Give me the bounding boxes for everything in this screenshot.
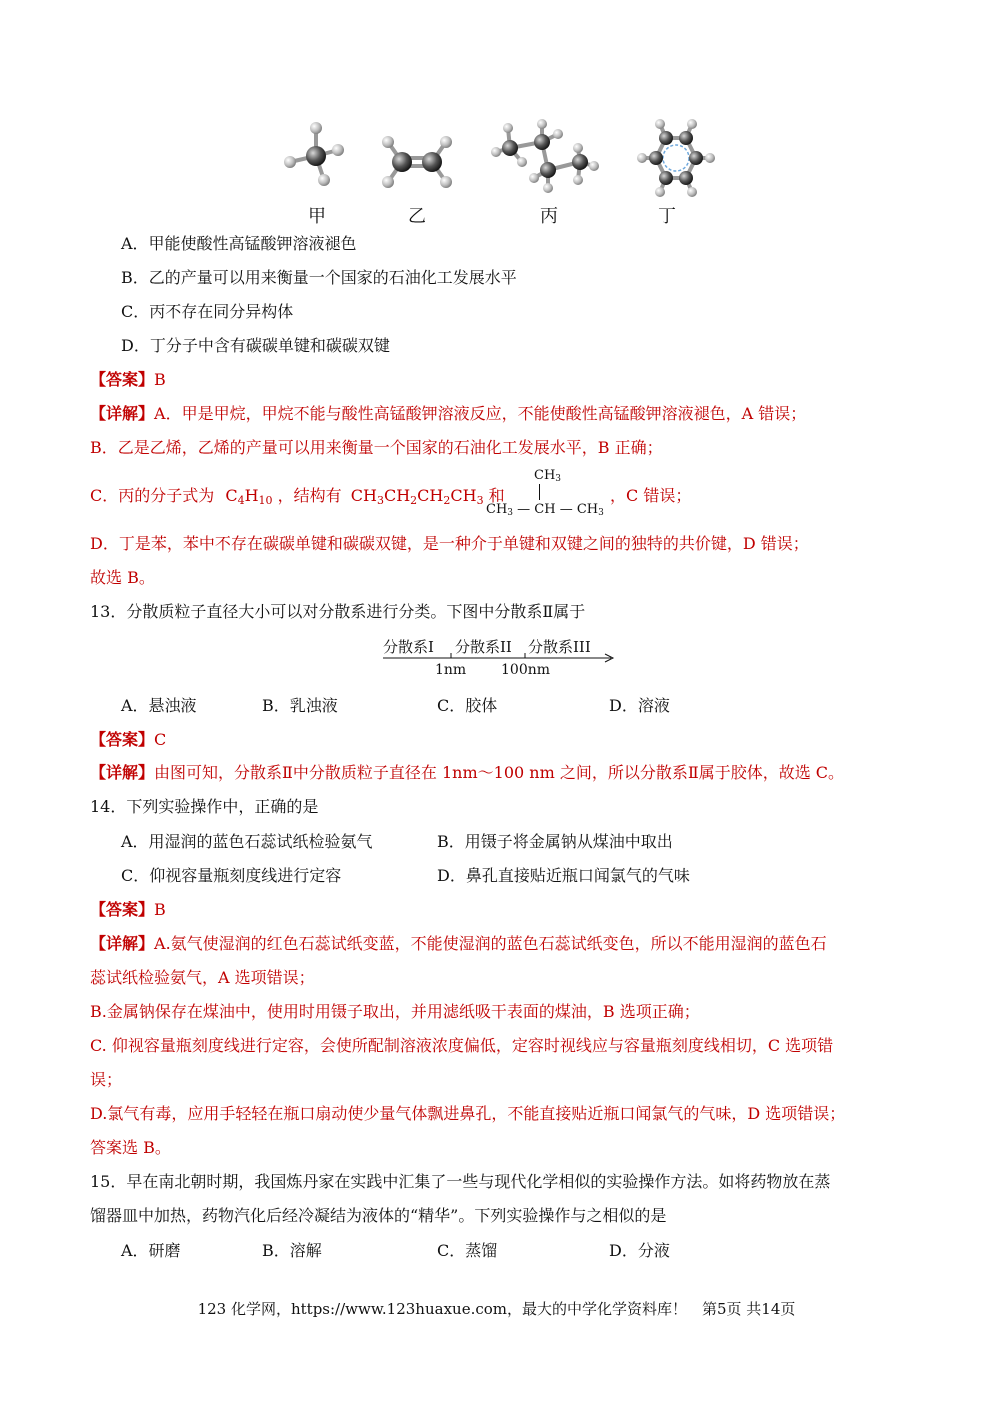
- diagram-sys3: 分散系III: [528, 638, 591, 656]
- q14-option-d: D．鼻孔直接贴近瓶口闻氯气的气味: [437, 866, 690, 885]
- q14-detail-1a: 【详解】A.氨气使湿润的红色石蕊试纸变蓝，不能使湿润的蓝色石蕊试纸变色，所以不能用湿润的蓝色石: [90, 934, 827, 953]
- q13-detail: 【详解】由图可知，分散系Ⅱ中分散质粒子直径在 1nm～100 nm 之间，所以分散系Ⅱ属于胶体，故选 C。: [90, 763, 845, 782]
- detail-3-mid: ，结构有: [277, 486, 342, 505]
- q14-option-b: B．用镊子将金属钠从煤油中取出: [437, 832, 673, 851]
- q14-option-a: A．用湿润的蓝色石蕊试纸检验氨气: [121, 832, 373, 851]
- q15-option-b: B．溶解: [262, 1241, 322, 1260]
- q14-conclusion: 答案选 B。: [90, 1138, 171, 1157]
- dispersion-diagram: [383, 634, 623, 682]
- q14-detail-4: D.氯气有毒，应用手轻轻在瓶口扇动使少量气体飘进鼻孔，不能直接贴近瓶口闻氯气的气味，D 选项错误；: [90, 1104, 846, 1123]
- q14-detail-3a: C. 仰视容量瓶刻度线进行定容，会使所配制溶液浓度偏低，定容时视线应与容量瓶刻度线相切，C 选项错: [90, 1036, 834, 1055]
- molecule-label-yi: 乙: [408, 206, 426, 227]
- molecule-label-ding: 丁: [658, 206, 676, 227]
- answer-value: B: [154, 370, 166, 389]
- molecule-label-bing: 丙: [540, 206, 558, 227]
- q12-conclusion: 故选 B。: [90, 568, 155, 587]
- page-footer: 123 化学网，https://www.123huaxue.com，最大的中学化学资料库！ 第5页 共14页: [197, 1300, 796, 1318]
- molecular-formula: $C_4H_{10}$: [225, 486, 273, 507]
- q15-option-c: C．蒸馏: [437, 1241, 498, 1260]
- chain-structure: $CH_3CH_2CH_2CH_3$: [350, 486, 484, 507]
- answer-tag: 【答案】: [90, 370, 155, 389]
- molecule-label-jia: 甲: [308, 206, 326, 227]
- q12-option-d: D．丁分子中含有碳碳单键和碳碳双键: [121, 336, 390, 355]
- q12-option-a: A．甲能使酸性高锰酸钾溶液褪色: [121, 234, 357, 253]
- q15-stem-2: 馏器皿中加热，药物汽化后经冷凝结为液体的“精华”。下列实验操作与之相似的是: [90, 1206, 667, 1225]
- diagram-sys2: 分散系II: [455, 638, 512, 656]
- q14-detail-2: B.金属钠保存在煤油中，使用时用镊子取出，并用滤纸吸干表面的煤油，B 选项正确；: [90, 1002, 700, 1021]
- q12-option-b: B．乙的产量可以用来衡量一个国家的石油化工发展水平: [121, 268, 517, 287]
- q12-detail-1: [90, 403, 806, 425]
- detail-text: A．甲是甲烷，甲烷不能与酸性高锰酸钾溶液反应，不能使酸性高锰酸钾溶液褪色，A 错误；: [154, 404, 807, 423]
- diagram-sys1: 分散系I: [383, 638, 434, 656]
- q14-detail-3b: 误；: [90, 1070, 123, 1089]
- q14-option-c: C．仰视容量瓶刻度线进行定容: [121, 866, 342, 885]
- q12-detail-3: [90, 485, 505, 512]
- molecule-models-figure: [270, 112, 730, 202]
- q12-detail-4: D．丁是苯，苯中不存在碳碳单键和碳碳双键，是一种介于单键和双键之间的独特的共价键，D 错误；: [90, 534, 809, 553]
- q15-stem-1: 15．早在南北朝时期，我国炼丹家在实践中汇集了一些与现代化学相似的实验操作方法。如将药物放在蒸: [90, 1172, 831, 1191]
- q15-option-d: D．分液: [609, 1241, 670, 1260]
- detail-tag: 【详解】: [90, 404, 155, 423]
- q14-answer: 【答案】B: [90, 900, 166, 919]
- q12-detail-2: B．乙是乙烯，乙烯的产量可以用来衡量一个国家的石油化工发展水平，B 正确；: [90, 438, 663, 457]
- q15-option-a: A．研磨: [121, 1241, 181, 1260]
- q13-option-a: A．悬浊液: [121, 696, 197, 715]
- q12-detail-3-post: ，C 错误；: [610, 486, 692, 505]
- q13-answer: 【答案】C: [90, 730, 167, 749]
- q14-detail-1b: 蕊试纸检验氨气，A 选项错误；: [90, 968, 315, 987]
- q13-option-d: D．溶液: [609, 696, 670, 715]
- q14-stem: 14．下列实验操作中，正确的是: [90, 797, 319, 816]
- q13-stem: 13．分散质粒子直径大小可以对分散系进行分类。下图中分散系Ⅱ属于: [90, 602, 586, 621]
- detail-3-pre: C．丙的分子式为: [90, 486, 215, 505]
- diagram-mark-1nm: 1nm: [435, 662, 467, 678]
- q12-answer: [90, 369, 166, 391]
- branched-structure: CH3 CH3 — CH — CH3: [486, 468, 604, 518]
- q12-option-c: C．丙不存在同分异构体: [121, 302, 294, 321]
- diagram-mark-100nm: 100nm: [501, 662, 551, 678]
- q13-option-b: B．乳浊液: [262, 696, 338, 715]
- detail-3-and: 和: [488, 486, 505, 505]
- q13-option-c: C．胶体: [437, 696, 498, 715]
